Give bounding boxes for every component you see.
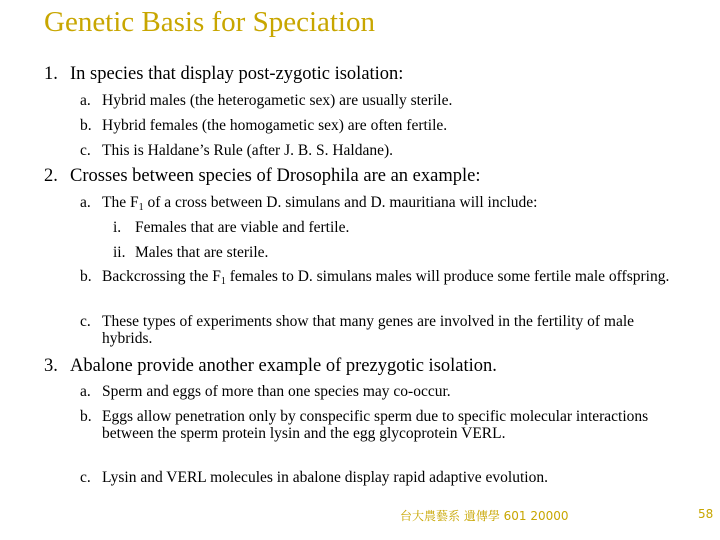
subpoint-text: These types of experiments show that many genes are involved in the fertility of male hybrids. [102,313,635,347]
subpoint-text [102,194,680,211]
subpoint-number: b. [80,268,92,285]
subpoint-1a [80,92,680,109]
subscript: 1 [138,202,144,213]
subpoint-text: Eggs allow penetration only by conspecific sperm due to specific molecular interactions between the sperm protein lysin and the egg glycoprotein VERL. [102,408,649,442]
point-number: 2. [44,166,58,186]
subpoint-text: Sperm and eggs of more than one species may co-occur. [102,383,451,400]
subpoint-text [102,268,680,285]
point-3 [44,356,497,377]
subpoint-text: Hybrid females (the homogametic sex) are often fertile. [102,117,448,134]
point-number: 3. [44,356,58,376]
point-1 [44,64,403,85]
subpoint-2b [80,268,680,285]
subpoint-number: c. [80,469,91,486]
subpoint-2a [80,194,680,211]
subpoint-text-pre: Backcrossing the F [102,268,221,285]
subpoint-text: This is Haldane’s Rule (after J. B. S. Haldane). [102,142,393,159]
subpoint-number: c. [80,313,91,330]
subpoint-number: b. [80,408,92,425]
subpoint-number: b. [80,117,92,134]
subpoint-text-post: of a cross between D. simulans and D. mauritiana will include: [143,194,538,211]
subsubpoint-2a-ii [113,244,268,262]
subpoint-1c [80,142,680,159]
subpoint-2c [80,313,640,347]
subsubpoint-text: Males that are sterile. [135,244,269,261]
subsubpoint-2a-i [113,219,349,237]
point-text: Abalone provide another example of prezygotic isolation. [70,356,497,376]
subpoint-text: Lysin and VERL molecules in abalone display rapid adaptive evolution. [102,469,548,486]
subpoint-number: a. [80,92,91,109]
subpoint-text-post: females to D. simulans males will produce some fertile male offspring. [225,268,670,285]
point-text: In species that display post-zygotic isolation: [70,64,404,84]
subsubpoint-number: ii. [113,244,126,261]
subpoint-text-pre: The F [102,194,139,211]
subsubpoint-text: Females that are viable and fertile. [135,219,350,236]
footer-text: 台大農藝系 遺傳學 601 20000 [400,509,569,523]
point-text: Crosses between species of Drosophila are an example: [70,166,481,186]
subpoint-1b [80,117,680,134]
subscript: 1 [220,276,226,287]
subpoint-number: a. [80,194,91,211]
subpoint-number: c. [80,142,91,159]
page-number: 58 [698,507,714,521]
point-2 [44,166,480,187]
subpoint-number: a. [80,383,91,400]
subpoint-3a [80,383,680,400]
subpoint-3c [80,469,680,486]
subpoint-3b [80,408,690,442]
slide-title: Genetic Basis for Speciation [44,6,375,38]
point-number: 1. [44,64,58,84]
subpoint-text: Hybrid males (the heterogametic sex) are usually sterile. [102,92,453,109]
subsubpoint-number: i. [113,219,122,236]
